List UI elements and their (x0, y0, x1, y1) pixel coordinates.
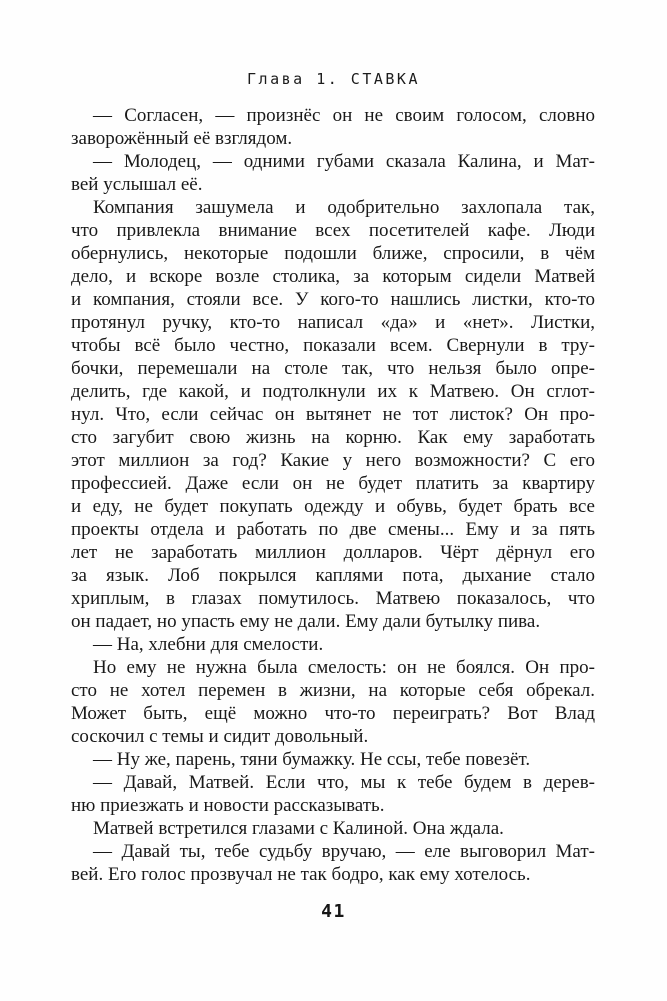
text-line: проекты отдела и работать по две смены... Ему и за пять (71, 519, 595, 540)
text-line: и компания, стояли все. У кого-то нашлись листки, кто-то (71, 289, 595, 310)
text-line: чтобы всё было честно, показали всем. Свернули в тру- (71, 335, 595, 356)
chapter-heading: Глава 1. СТАВКА (247, 70, 420, 88)
page-text (71, 104, 595, 886)
text-line: лет не заработать миллион долларов. Чёрт дёрнул его (71, 542, 595, 563)
text-line: делить, где какой, и подтолкнули их к Матвею. Он сглот- (71, 381, 595, 402)
text-line: — Согласен, — произнёс он не своим голосом, словно (93, 105, 595, 126)
text-line: за язык. Лоб покрылся каплями пота, дыхание стало (71, 565, 595, 586)
text-line: — Ну же, парень, тяни бумажку. Не ссы, тебе повезёт. (93, 749, 531, 770)
text-line: нул. Что, если сейчас он вытянет не тот листок? Он про- (71, 404, 595, 425)
text-line: Компания зашумела и одобрительно захлопала так, (93, 197, 595, 218)
text-line: — Молодец, — одними губами сказала Калина, и Мат- (93, 151, 595, 172)
page-number: 41 (321, 901, 346, 922)
text-line: он падает, но упасть ему не дали. Ему дали бутылку пива. (71, 611, 541, 632)
text-line: — На, хлебни для смелости. (93, 634, 324, 655)
text-line: заворожённый её взглядом. (71, 128, 293, 149)
text-line: Но ему не нужна была смелость: он не боялся. Он про- (93, 657, 595, 678)
text-line: дело, и вскоре возле столика, за которым сидели Матвей (71, 266, 595, 287)
text-line: профессией. Даже если он не будет платить за квартиру (71, 473, 595, 494)
text-line: сто загубит свою жизнь на корню. Как ему заработать (71, 427, 595, 448)
text-line: — Давай ты, тебе судьбу вручаю, — еле выговорил Мат- (93, 841, 595, 862)
text-line: этот миллион за год? Какие у него возможности? С его (71, 450, 595, 471)
text-line: соскочил с темы и сидит довольный. (71, 726, 369, 747)
text-line: протянул ручку, кто-то написал «да» и «нет». Листки, (71, 312, 595, 333)
text-line: вей услышал её. (71, 174, 203, 195)
text-line: Матвей встретился глазами с Калиной. Она ждала. (93, 818, 504, 839)
text-line: Может быть, ещё можно что-то переиграть? Вот Влад (71, 703, 595, 724)
text-line: — Давай, Матвей. Если что, мы к тебе будем в дерев- (93, 772, 595, 793)
text-line: хриплым, в глазах помутилось. Матвею показалось, что (71, 588, 595, 609)
text-line: обернулись, некоторые подошли ближе, спросили, в чём (71, 243, 595, 264)
text-line: бочки, перемешали на столе так, что нельзя было опре- (71, 358, 595, 379)
text-line: и еду, не будет покупать одежду и обувь, будет брать все (71, 496, 595, 517)
text-line: ню приезжать и новости рассказывать. (71, 795, 385, 816)
text-line: сто не хотел перемен в жизни, на которые себя обрекал. (71, 680, 595, 701)
text-line: вей. Его голос прозвучал не так бодро, как ему хотелось. (71, 864, 531, 885)
text-line: что привлекла внимание всех посетителей кафе. Люди (71, 220, 595, 241)
